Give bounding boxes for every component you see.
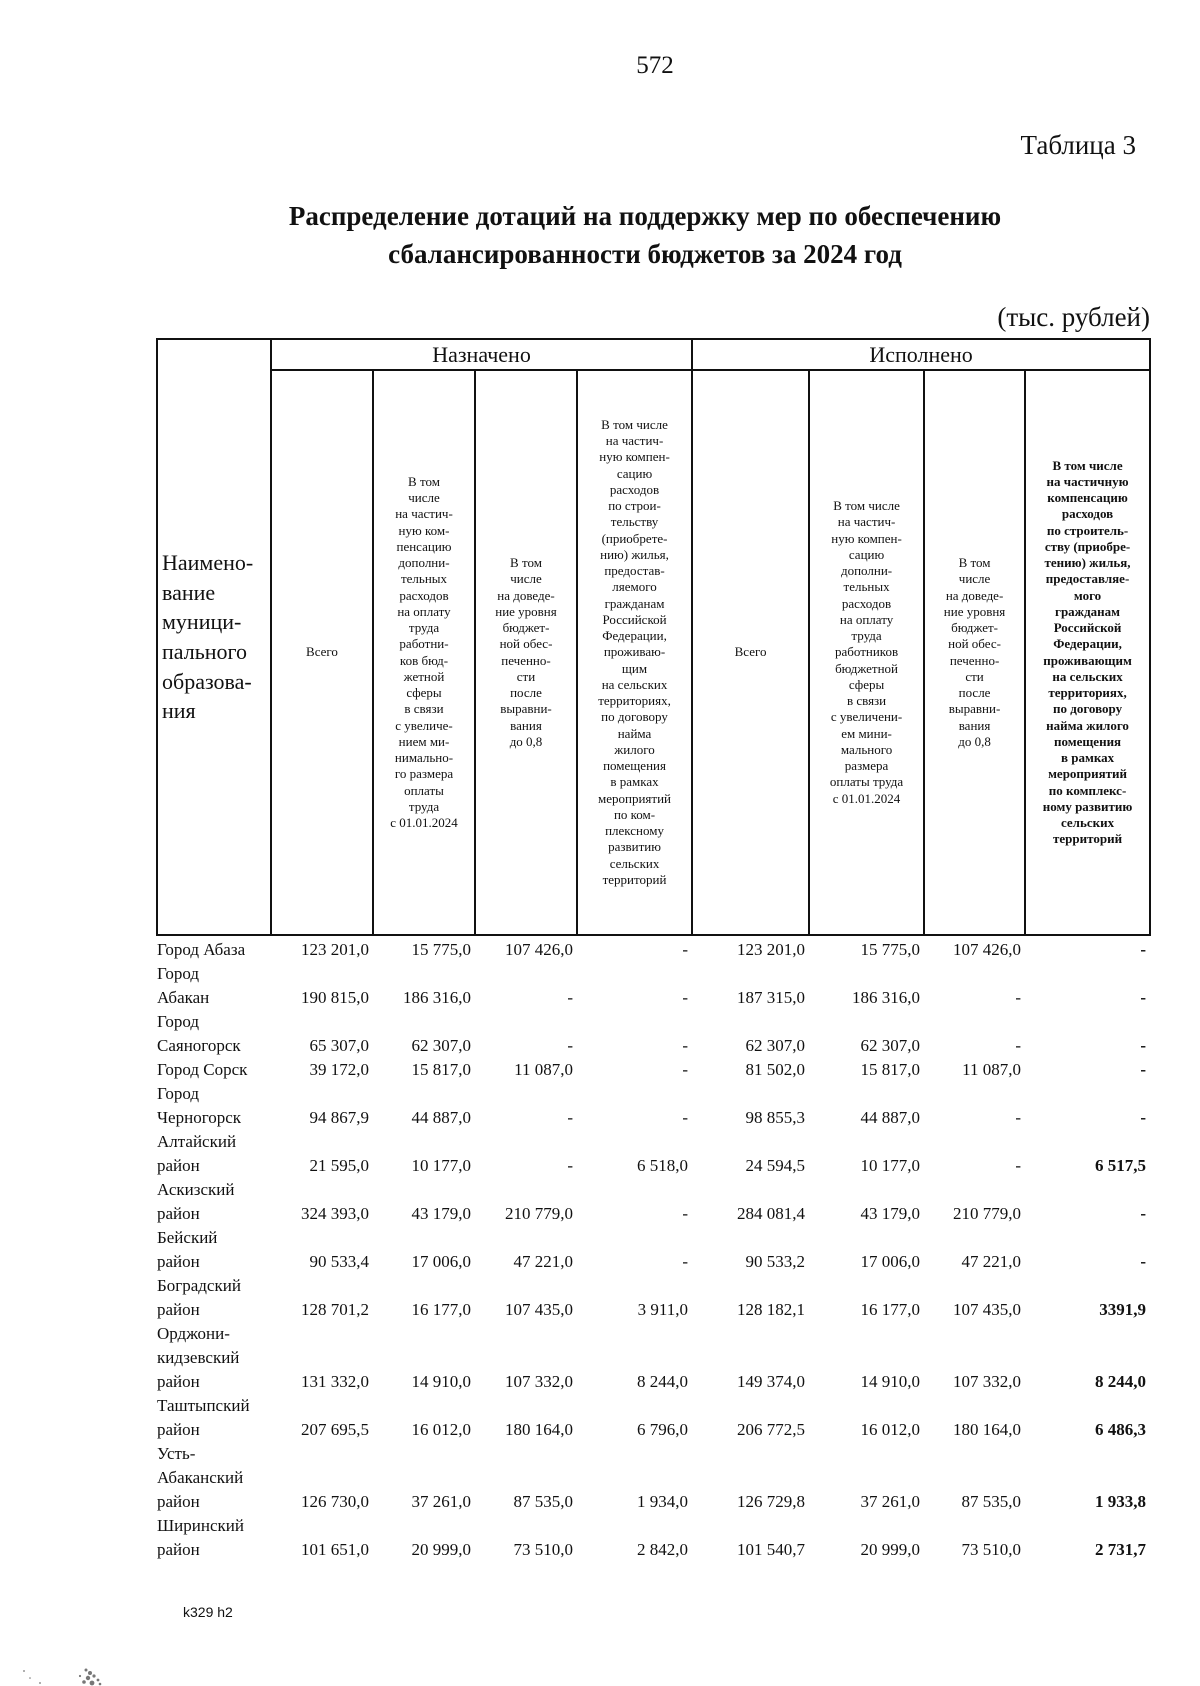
table-cell: -: [1140, 1036, 1147, 1055]
table-cell: -: [1140, 1204, 1147, 1223]
table-cell: 73 510,0: [513, 1540, 573, 1559]
table-cell: 107 332,0: [505, 1372, 573, 1391]
header-text: Всего: [306, 644, 338, 660]
table-cell: 16 012,0: [860, 1420, 921, 1439]
table-cell: 186 316,0: [852, 988, 921, 1007]
municipality-name: Аскизский район: [157, 1180, 235, 1223]
table-row: [157, 1514, 1150, 1562]
table-cell: 37 261,0: [860, 1492, 921, 1511]
table-cell: 98 855,3: [745, 1108, 806, 1127]
table-cell: 107 332,0: [953, 1372, 1022, 1391]
table-cell: 3391,9: [1099, 1300, 1147, 1319]
municipality-name: Город Абаза: [157, 940, 246, 959]
table-cell: 62 307,0: [860, 1036, 921, 1055]
table-cell: 126 730,0: [301, 1492, 369, 1511]
header-text: В том числе на частич- ную компен- сацию расходов по строи- тельству (приобрете- нию) жилья, предостав- ляемого гражданам Российской Федерации, проживаю- щим на сельских территориях, по договору найма жилого помещения в рамках мероприятий по ком- плексному развитию сельских территорий: [598, 416, 672, 887]
table-cell: -: [682, 1036, 689, 1055]
table-cell: 15 817,0: [411, 1060, 471, 1079]
table-cell: 131 332,0: [301, 1372, 369, 1391]
table-caption: Таблица 3: [1020, 130, 1136, 160]
table-cell: -: [567, 988, 573, 1007]
table-cell: 43 179,0: [860, 1204, 921, 1223]
table-cell: 8 244,0: [637, 1372, 689, 1391]
municipality-name: Таштыпский район: [157, 1396, 250, 1439]
table-cell: 101 540,7: [737, 1540, 806, 1559]
table-cell: 180 164,0: [505, 1420, 573, 1439]
table-cell: 10 177,0: [411, 1156, 471, 1175]
table-cell: 20 999,0: [860, 1540, 921, 1559]
table-row: [157, 935, 1150, 962]
table-cell: 210 779,0: [953, 1204, 1022, 1223]
table-cell: -: [1015, 988, 1022, 1007]
header-executed-budget-equalization: [924, 370, 1025, 935]
table-cell: 24 594,5: [745, 1156, 806, 1175]
header-executed-rural-housing: [1025, 370, 1150, 935]
table-cell: -: [1015, 1156, 1022, 1175]
header-assigned-rural-housing: [577, 370, 692, 935]
header-group-assigned: Назначено: [271, 339, 692, 370]
table-cell: 6 518,0: [637, 1156, 689, 1175]
table-row: [157, 1178, 1150, 1226]
table-row: [157, 1058, 1150, 1082]
table-body: [157, 935, 1150, 1562]
table-cell: 15 775,0: [411, 940, 471, 959]
table-cell: -: [567, 1036, 573, 1055]
table-cell: 187 315,0: [737, 988, 806, 1007]
table-cell: -: [682, 1060, 689, 1079]
table-cell: 90 533,4: [309, 1252, 369, 1271]
table-row: [157, 1226, 1150, 1274]
municipality-name: Усть- Абаканский район: [157, 1444, 244, 1511]
table-cell: 44 887,0: [860, 1108, 921, 1127]
header-assigned-budget-equalization: [475, 370, 577, 935]
table-cell: 20 999,0: [411, 1540, 471, 1559]
table-cell: 6 517,5: [1095, 1156, 1147, 1175]
table-cell: -: [567, 1108, 573, 1127]
municipality-name: Ширинский район: [157, 1516, 244, 1559]
table-cell: 39 172,0: [309, 1060, 369, 1079]
table-cell: 10 177,0: [860, 1156, 921, 1175]
table-cell: 206 772,5: [737, 1420, 806, 1439]
header-text: Всего: [734, 644, 767, 660]
header-text: В том числе на доведе- ние уровня бюджет- ной обес- печенно- сти после выравни- вания до 0,8: [943, 555, 1006, 749]
municipality-name: Орджони- кидзевский район: [157, 1324, 240, 1391]
document-title: [160, 198, 1130, 274]
table-cell: -: [682, 988, 689, 1007]
table-cell: 101 651,0: [301, 1540, 369, 1559]
table-row: [157, 1010, 1150, 1058]
table-cell: -: [567, 1156, 573, 1175]
table-cell: 2 731,7: [1095, 1540, 1147, 1559]
header-executed-wage-compensation: [809, 370, 924, 935]
table-cell: 6 486,3: [1095, 1420, 1147, 1439]
table-cell: 90 533,2: [745, 1252, 806, 1271]
table-cell: 107 435,0: [953, 1300, 1022, 1319]
table-cell: 11 087,0: [962, 1060, 1022, 1079]
table-cell: 3 911,0: [637, 1300, 689, 1319]
table-cell: 73 510,0: [961, 1540, 1022, 1559]
header-text: В том числе на частичную компенсацию расходов по строитель- ству (приобре- тению) жилья, предоставляе- мого гражданам Российской Федерации, проживающим на сельских территориях, по договору найма жилого помещения в рамках мероприятий по комплекс- ному развитию сельских территорий: [1042, 457, 1133, 847]
table-cell: 324 393,0: [301, 1204, 369, 1223]
table-cell: 62 307,0: [745, 1036, 806, 1055]
table-cell: 14 910,0: [860, 1372, 921, 1391]
units-label: (тыс. рублей): [997, 302, 1150, 332]
table-cell: 15 775,0: [860, 940, 921, 959]
table-cell: 107 426,0: [953, 940, 1022, 959]
municipality-name: Город Саяногорск: [157, 1012, 241, 1055]
subsidy-distribution-table: [156, 338, 1151, 1562]
table-cell: 107 435,0: [505, 1300, 573, 1319]
table-cell: -: [682, 1204, 689, 1223]
municipality-name: Город Абакан: [157, 964, 210, 1007]
table-cell: 44 887,0: [411, 1108, 471, 1127]
table-cell: -: [1015, 1108, 1022, 1127]
table-cell: 1 934,0: [637, 1492, 689, 1511]
table-cell: 126 729,8: [737, 1492, 806, 1511]
table-cell: 8 244,0: [1095, 1372, 1147, 1391]
table-row: [157, 1082, 1150, 1130]
table-cell: 16 012,0: [411, 1420, 471, 1439]
table-cell: 284 081,4: [737, 1204, 806, 1223]
title-line-2: сбалансированности бюджетов за 2024 год: [388, 238, 902, 269]
table-cell: 15 817,0: [860, 1060, 921, 1079]
table-cell: 149 374,0: [737, 1372, 806, 1391]
table-cell: 47 221,0: [513, 1252, 573, 1271]
table-cell: 87 535,0: [961, 1492, 1022, 1511]
table-cell: 11 087,0: [514, 1060, 573, 1079]
table-cell: 65 307,0: [309, 1036, 369, 1055]
table-cell: 87 535,0: [513, 1492, 573, 1511]
header-text: В том числе на частич- ную ком- пенсацию дополни- тельных расходов на оплату труда работни- ков бюд- жетной сферы в связи с увеличе- нием ми- нимально- го размера оплаты труда с 01.01.2024: [390, 473, 458, 830]
table-cell: -: [682, 1252, 689, 1271]
table-cell: 123 201,0: [737, 940, 806, 959]
table-cell: 128 182,1: [737, 1300, 806, 1319]
table-cell: -: [1140, 988, 1147, 1007]
table-cell: -: [682, 1108, 689, 1127]
table-cell: 62 307,0: [411, 1036, 471, 1055]
footer-code: k329 h2: [183, 1604, 233, 1620]
table-cell: -: [1140, 940, 1147, 959]
table-row: [157, 1394, 1150, 1442]
table-row: [157, 1322, 1150, 1394]
header-text: В том числе на частич- ную компен- сацию дополни- тельных расходов на оплату труда работников бюджетной сферы в связи с увеличени- ем мини- мального размера оплаты труда с 01.01.2024: [829, 498, 904, 806]
scan-artifact: [0, 1626, 130, 1686]
table-cell: -: [1140, 1108, 1147, 1127]
table-cell: 43 179,0: [411, 1204, 471, 1223]
table-cell: 16 177,0: [411, 1300, 471, 1319]
municipality-name: Алтайский район: [157, 1132, 237, 1175]
table-row: [157, 1442, 1150, 1514]
table-row: [157, 1274, 1150, 1322]
header-assigned-total: [271, 370, 373, 935]
municipality-name: Город Черногорск: [157, 1084, 242, 1127]
municipality-name: Город Сорск: [157, 1060, 248, 1079]
table-cell: 123 201,0: [301, 940, 369, 959]
table-cell: 81 502,0: [745, 1060, 806, 1079]
table-row: [157, 1130, 1150, 1178]
municipality-name: Боградский район: [157, 1276, 241, 1319]
header-municipality-name-text: Наимено- вание муници- пального образова- ния: [162, 549, 254, 724]
table-cell: 47 221,0: [961, 1252, 1022, 1271]
table-cell: 37 261,0: [411, 1492, 471, 1511]
table-cell: -: [1140, 1060, 1147, 1079]
header-assigned-wage-compensation: [373, 370, 475, 935]
table-cell: 1 933,8: [1095, 1492, 1147, 1511]
table-cell: 107 426,0: [505, 940, 573, 959]
table-cell: 17 006,0: [860, 1252, 921, 1271]
table-cell: 14 910,0: [411, 1372, 471, 1391]
table-cell: -: [682, 940, 689, 959]
header-group-executed: Исполнено: [692, 339, 1150, 370]
table-cell: 210 779,0: [505, 1204, 573, 1223]
header-text: В том числе на доведе- ние уровня бюджет- ной обес- печенно- сти после выравни- вания до 0,8: [495, 555, 557, 749]
table-cell: -: [1140, 1252, 1147, 1271]
table-cell: -: [1015, 1036, 1022, 1055]
title-line-1: Распределение дотаций на поддержку мер по обеспечению: [288, 201, 1002, 231]
table-cell: 17 006,0: [411, 1252, 471, 1271]
table-row: [157, 962, 1150, 1010]
table-cell: 180 164,0: [953, 1420, 1022, 1439]
page-number: 572: [636, 52, 674, 79]
table-cell: 190 815,0: [301, 988, 369, 1007]
table-cell: 6 796,0: [637, 1420, 689, 1439]
table-cell: 16 177,0: [860, 1300, 921, 1319]
header-municipality-name: [157, 339, 271, 935]
municipality-name: Бейский район: [157, 1228, 218, 1271]
table-cell: 2 842,0: [637, 1540, 689, 1559]
header-executed-total: [692, 370, 809, 935]
table-cell: 186 316,0: [403, 988, 471, 1007]
table-cell: 94 867,9: [309, 1108, 369, 1127]
table-cell: 21 595,0: [309, 1156, 369, 1175]
table-cell: 207 695,5: [301, 1420, 369, 1439]
table-cell: 128 701,2: [301, 1300, 369, 1319]
